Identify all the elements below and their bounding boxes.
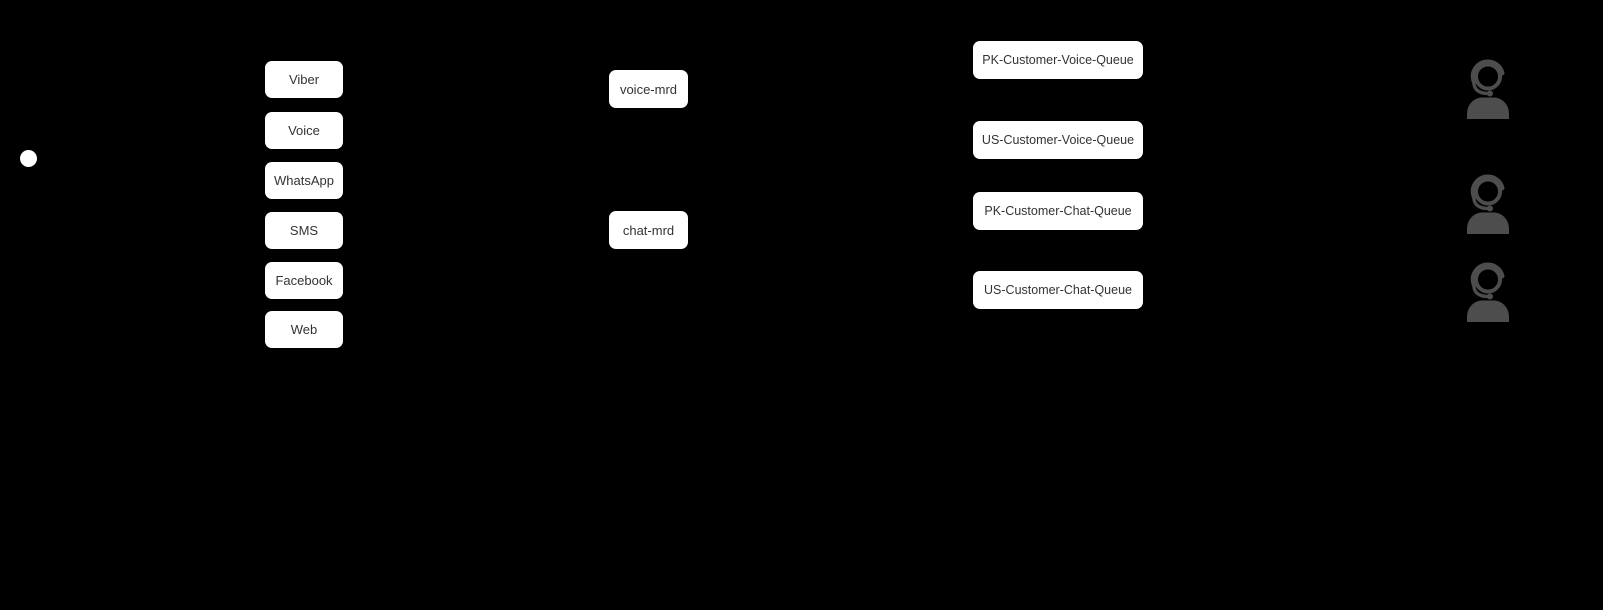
node-label: US-Customer-Chat-Queue (984, 282, 1132, 297)
channel-node-web[interactable] (265, 311, 343, 348)
channel-node-viber[interactable] (265, 61, 343, 98)
node-label: Voice (288, 123, 320, 138)
channel-node-whatsapp[interactable] (265, 162, 343, 199)
channel-node-sms[interactable] (265, 212, 343, 249)
queue-node-pk-chat[interactable] (973, 192, 1143, 230)
node-label: PK-Customer-Chat-Queue (984, 203, 1132, 218)
agent-headset-icon (1462, 260, 1514, 322)
node-label: voice-mrd (619, 81, 678, 97)
node-label: Web (290, 322, 318, 337)
node-label: US-Customer-Voice-Queue (981, 132, 1135, 147)
start-node[interactable] (20, 150, 37, 167)
queue-node-us-voice[interactable] (973, 121, 1143, 159)
node-label: PK-Customer-Voice-Queue (982, 52, 1134, 67)
node-label: SMS (289, 223, 319, 238)
agent-node-3[interactable] (1462, 260, 1514, 322)
channel-node-voice[interactable] (265, 112, 343, 149)
agent-headset-icon (1462, 172, 1514, 234)
node-label: chat-mrd (622, 222, 675, 238)
node-label: Viber (288, 72, 320, 87)
agent-headset-icon (1462, 57, 1514, 119)
queue-node-pk-voice[interactable] (973, 41, 1143, 79)
mrd-node-chat[interactable] (609, 211, 688, 249)
agent-node-2[interactable] (1462, 172, 1514, 234)
channel-node-facebook[interactable] (265, 262, 343, 299)
queue-node-us-chat[interactable] (973, 271, 1143, 309)
agent-node-1[interactable] (1462, 57, 1514, 119)
node-label: Facebook (275, 273, 333, 288)
node-label: WhatsApp (274, 173, 334, 188)
mrd-node-voice[interactable] (609, 70, 688, 108)
